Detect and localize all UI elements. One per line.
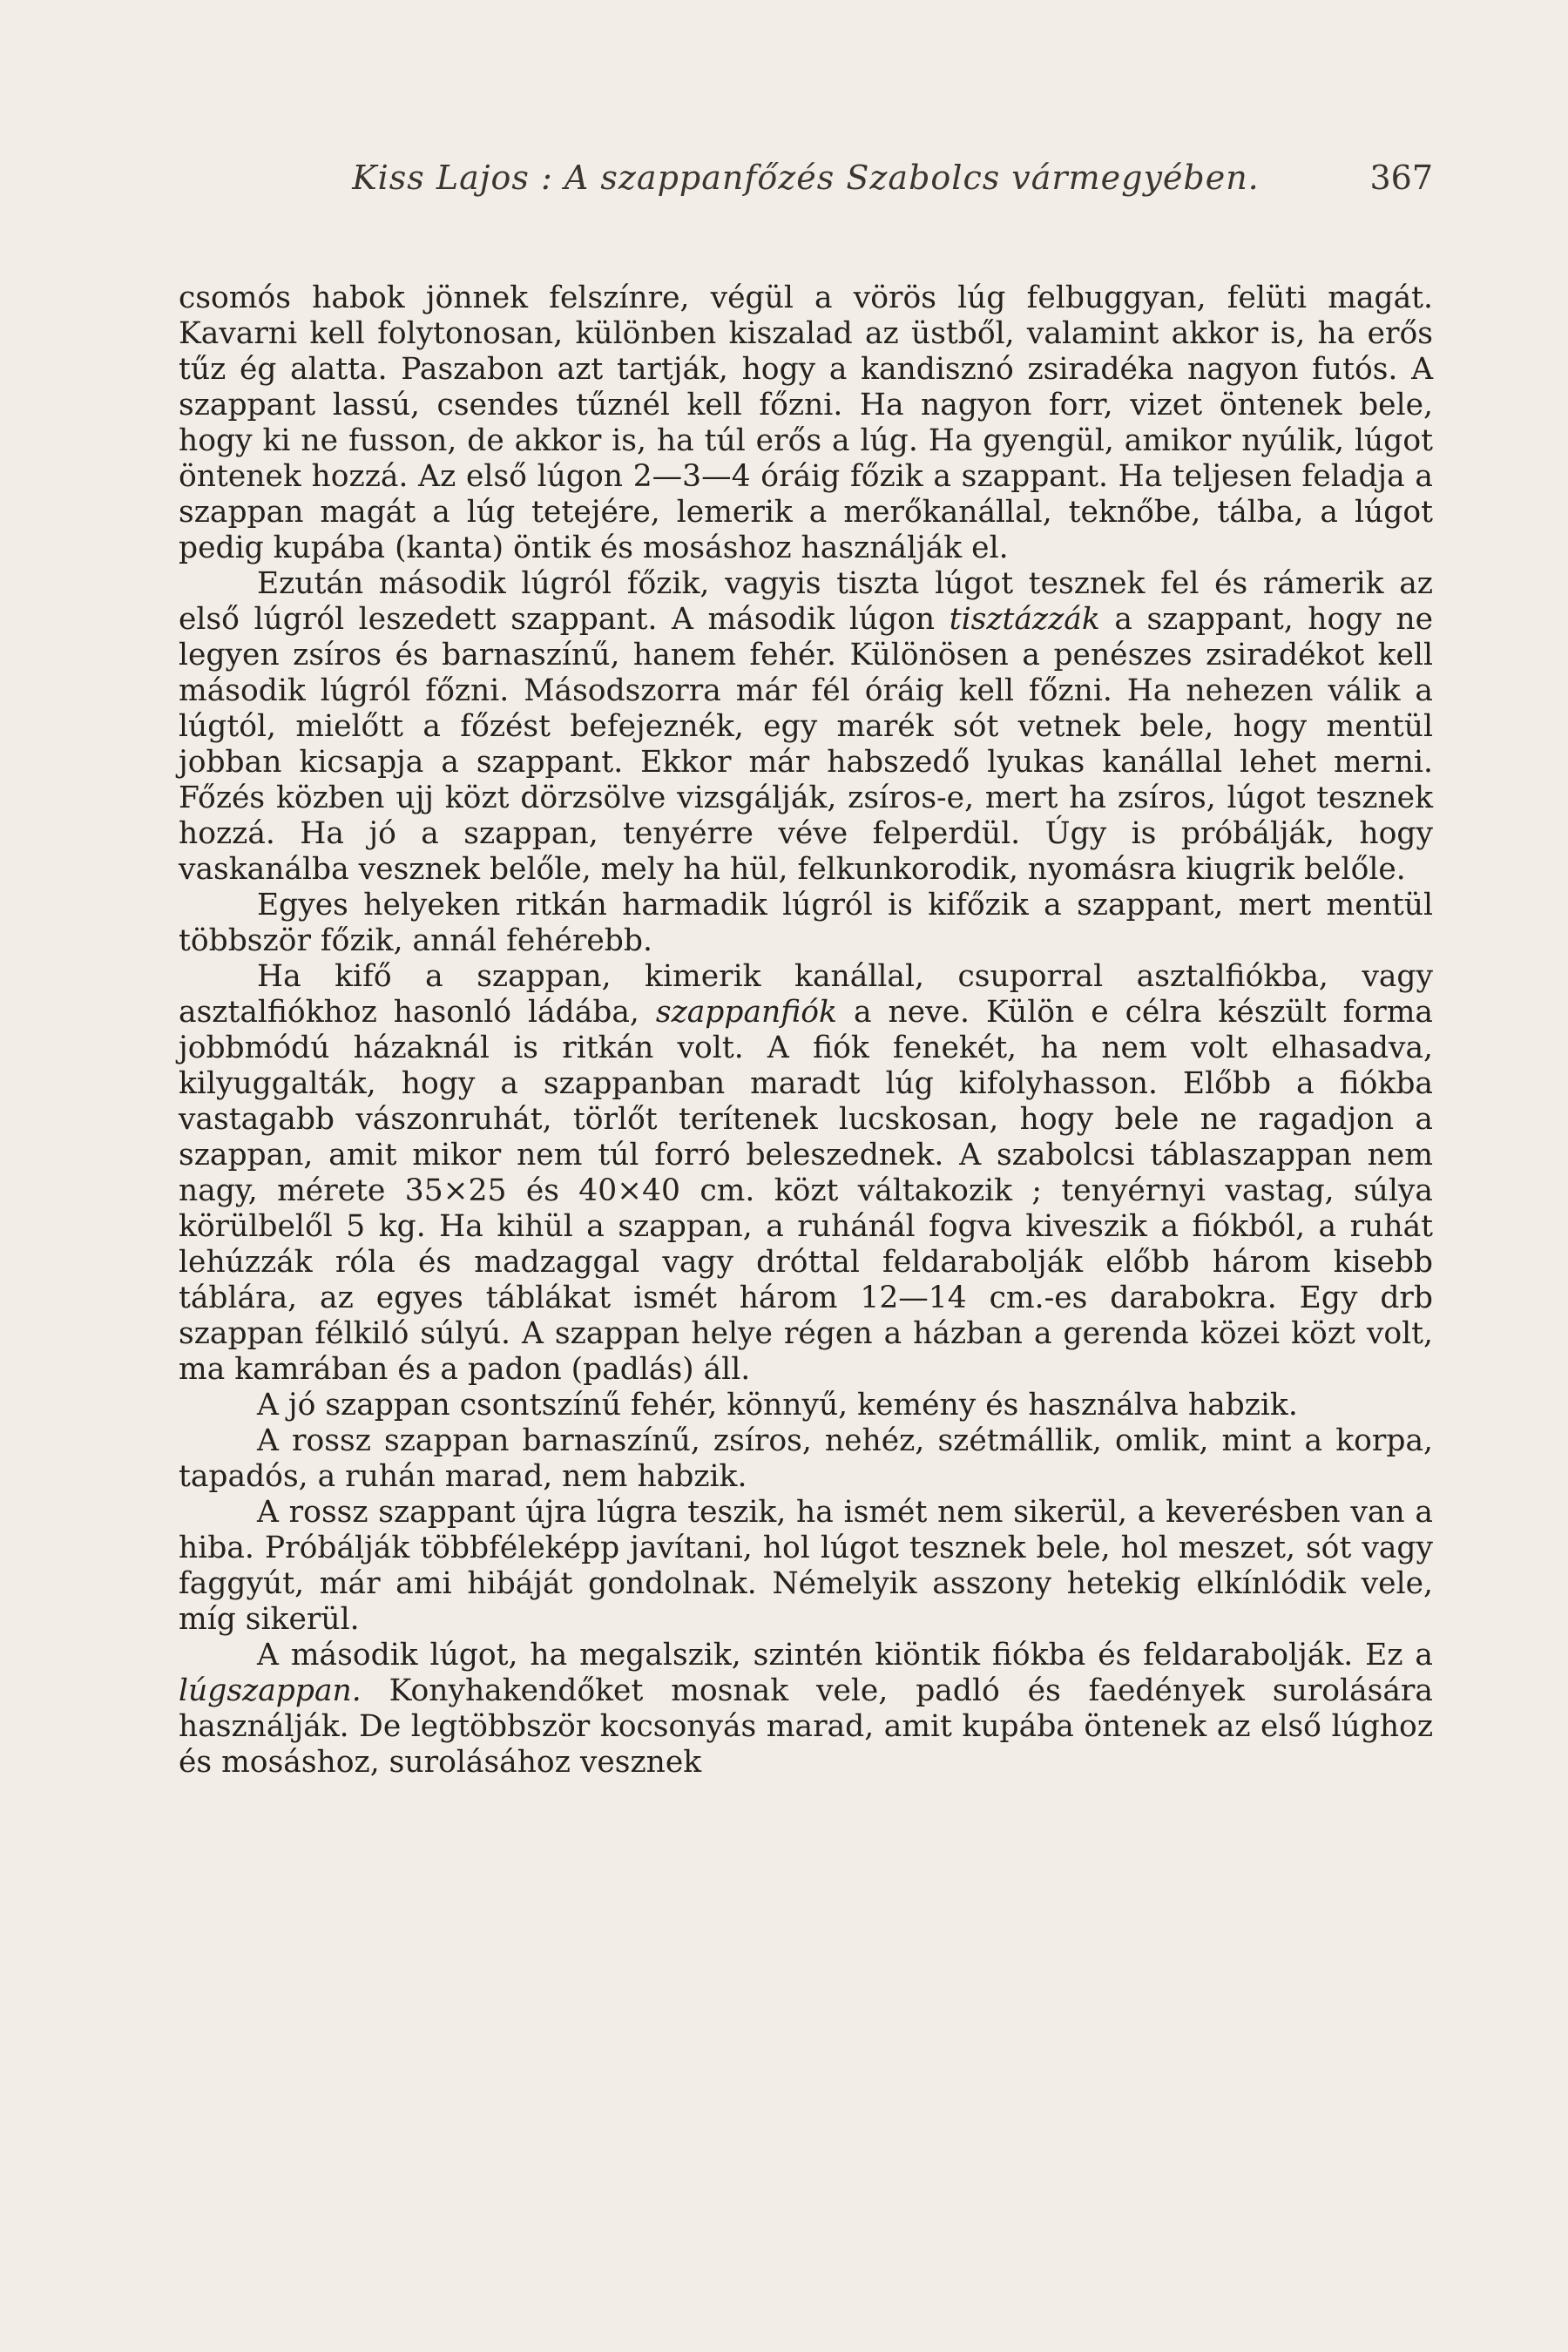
paragraph-7	[179, 1495, 1433, 1638]
paragraph-5	[179, 1388, 1433, 1423]
paragraph-2-text: Ezután második lúgról főzik, vagyis tiszta lúgot tesznek fel és rámerik az első lúgról leszedett szappant. A második lúgon	[179, 566, 1433, 637]
paragraph-5-text: A jó szappan csontszínű fehér, könnyű, kemény és használva habzik.	[257, 1388, 1298, 1423]
page-number: 367	[1369, 159, 1433, 197]
running-head	[179, 159, 1433, 211]
running-title: Kiss Lajos : A szappanfőzés Szabolcs vármegyében.	[352, 159, 1260, 197]
paragraph-6	[179, 1423, 1433, 1495]
paragraph-4	[179, 959, 1433, 1388]
paragraph-1-text: csomós habok jönnek felszínre, végül a vörös lúg felbuggyan, felüti magát. Kavarni kell folytonosan, különben kiszalad az üstből, valamint akkor is, ha erős tűz ég alatta. Paszabon azt tartják, hogy a kandisznó zsiradéka nagyon futós. A szappant lassú, csendes tűznél kell főzni. Ha nagyon forr, vizet öntenek bele, hogy ki ne fusson, de akkor is, ha túl erős a lúg. Ha gyengül, amikor nyúlik, lúgot öntenek hozzá. Az első lúgon 2—3—4 óráig főzik a szappant. Ha teljesen feladja a szappan magát a lúg tetejére, lemerik a merőkanállal, teknőbe, tálba, a lúgot pedig kupába (kanta) öntik és mosáshoz használják el.	[179, 280, 1433, 565]
paragraph-2-tail: a szappant, hogy ne legyen zsíros és barnaszínű, hanem fehér. Különösen a penészes zsiradékot kell második lúgról főzni. Másodszorra már fél óráig kell főzni. Ha nehezen válik a lúgtól, mielőtt a főzést befejeznék, egy marék sót vetnek bele, hogy mentül jobban kicsapja a szappant. Ekkor már habszedő lyukas kanállal lehet merni. Főzés közben ujj közt dörzsölve vizsgálják, zsíros-e, mert ha zsíros, lúgot tesznek hozzá. Ha jó a szappan, tenyérre véve felperdül. Úgy is próbálják, hogy vaskanálba vesznek belőle, mely ha hül, felkunkorodik, nyomásra kiugrik belőle.	[179, 602, 1434, 887]
term-tisztazzak: tisztázzák	[949, 602, 1100, 637]
term-szappanfiok: szappanfiók	[655, 995, 837, 1030]
paragraph-8-text: A második lúgot, ha megalszik, szintén kiöntik fiókba és feldarabolják. Ez a	[257, 1638, 1433, 1673]
paragraph-6-text: A rossz szappan barnaszínű, zsíros, nehéz, szétmállik, omlik, mint a korpa, tapadós, a ruhán marad, nem habzik.	[179, 1423, 1433, 1494]
paragraph-2	[179, 566, 1433, 888]
paragraph-8	[179, 1638, 1433, 1781]
paragraph-1	[179, 280, 1433, 566]
paragraph-3	[179, 888, 1433, 959]
paragraph-7-text: A rossz szappant újra lúgra teszik, ha ismét nem sikerül, a keverésben van a hiba. Próbálják többféleképp javítani, hol lúgot tesznek bele, hol meszet, sót vagy faggyút, már ami hibáját gondolnak. Némelyik asszony hetekig elkínlódik vele, míg sikerül.	[179, 1495, 1433, 1637]
paragraph-4-text: Ha kifő a szappan, kimerik kanállal, csuporral asztalfiókba, vagy asztalfiókhoz hasonló ládába,	[179, 959, 1433, 1030]
paragraph-8-tail: Konyhakendőket mosnak vele, padló és faedények surolására használják. De legtöbbször kocsonyás marad, amit kupába öntenek az első lúghoz és mosáshoz, surolásához vesznek	[179, 1673, 1433, 1780]
term-lugszappan: lúgszappan.	[179, 1673, 362, 1708]
body-text	[179, 280, 1433, 1781]
paragraph-3-text: Egyes helyeken ritkán harmadik lúgról is kifőzik a szappant, mert mentül többször főzik, annál fehérebb.	[179, 888, 1433, 958]
paragraph-4-tail: a neve. Külön e célra készült forma jobbmódú házaknál is ritkán volt. A fiók fenekét, ha nem volt elhasadva, kilyuggalták, hogy a szappanban maradt lúg kifolyhasson. Előbb a fiókba vastagabb vászonruhát, törlőt terítenek lucskosan, hogy bele ne ragadjon a szappan, amit mikor nem túl forró beleszednek. A szabolcsi táblaszappan nem nagy, mérete 35×25 és 40×40 cm. közt váltakozik ; tenyérnyi vastag, súlya körülbelől 5 kg. Ha kihül a szappan, a ruhánál fogva kiveszik a fiókból, a ruhát lehúzzák róla és madzaggal vagy dróttal feldarabolják előbb három kisebb táblára, az egyes táblákat ismét három 12—14 cm.-es darabokra. Egy drb szappan félkiló súlyú. A szappan helye régen a házban a gerenda közei közt volt, ma kamrában és a padon (padlás) áll.	[179, 995, 1433, 1387]
